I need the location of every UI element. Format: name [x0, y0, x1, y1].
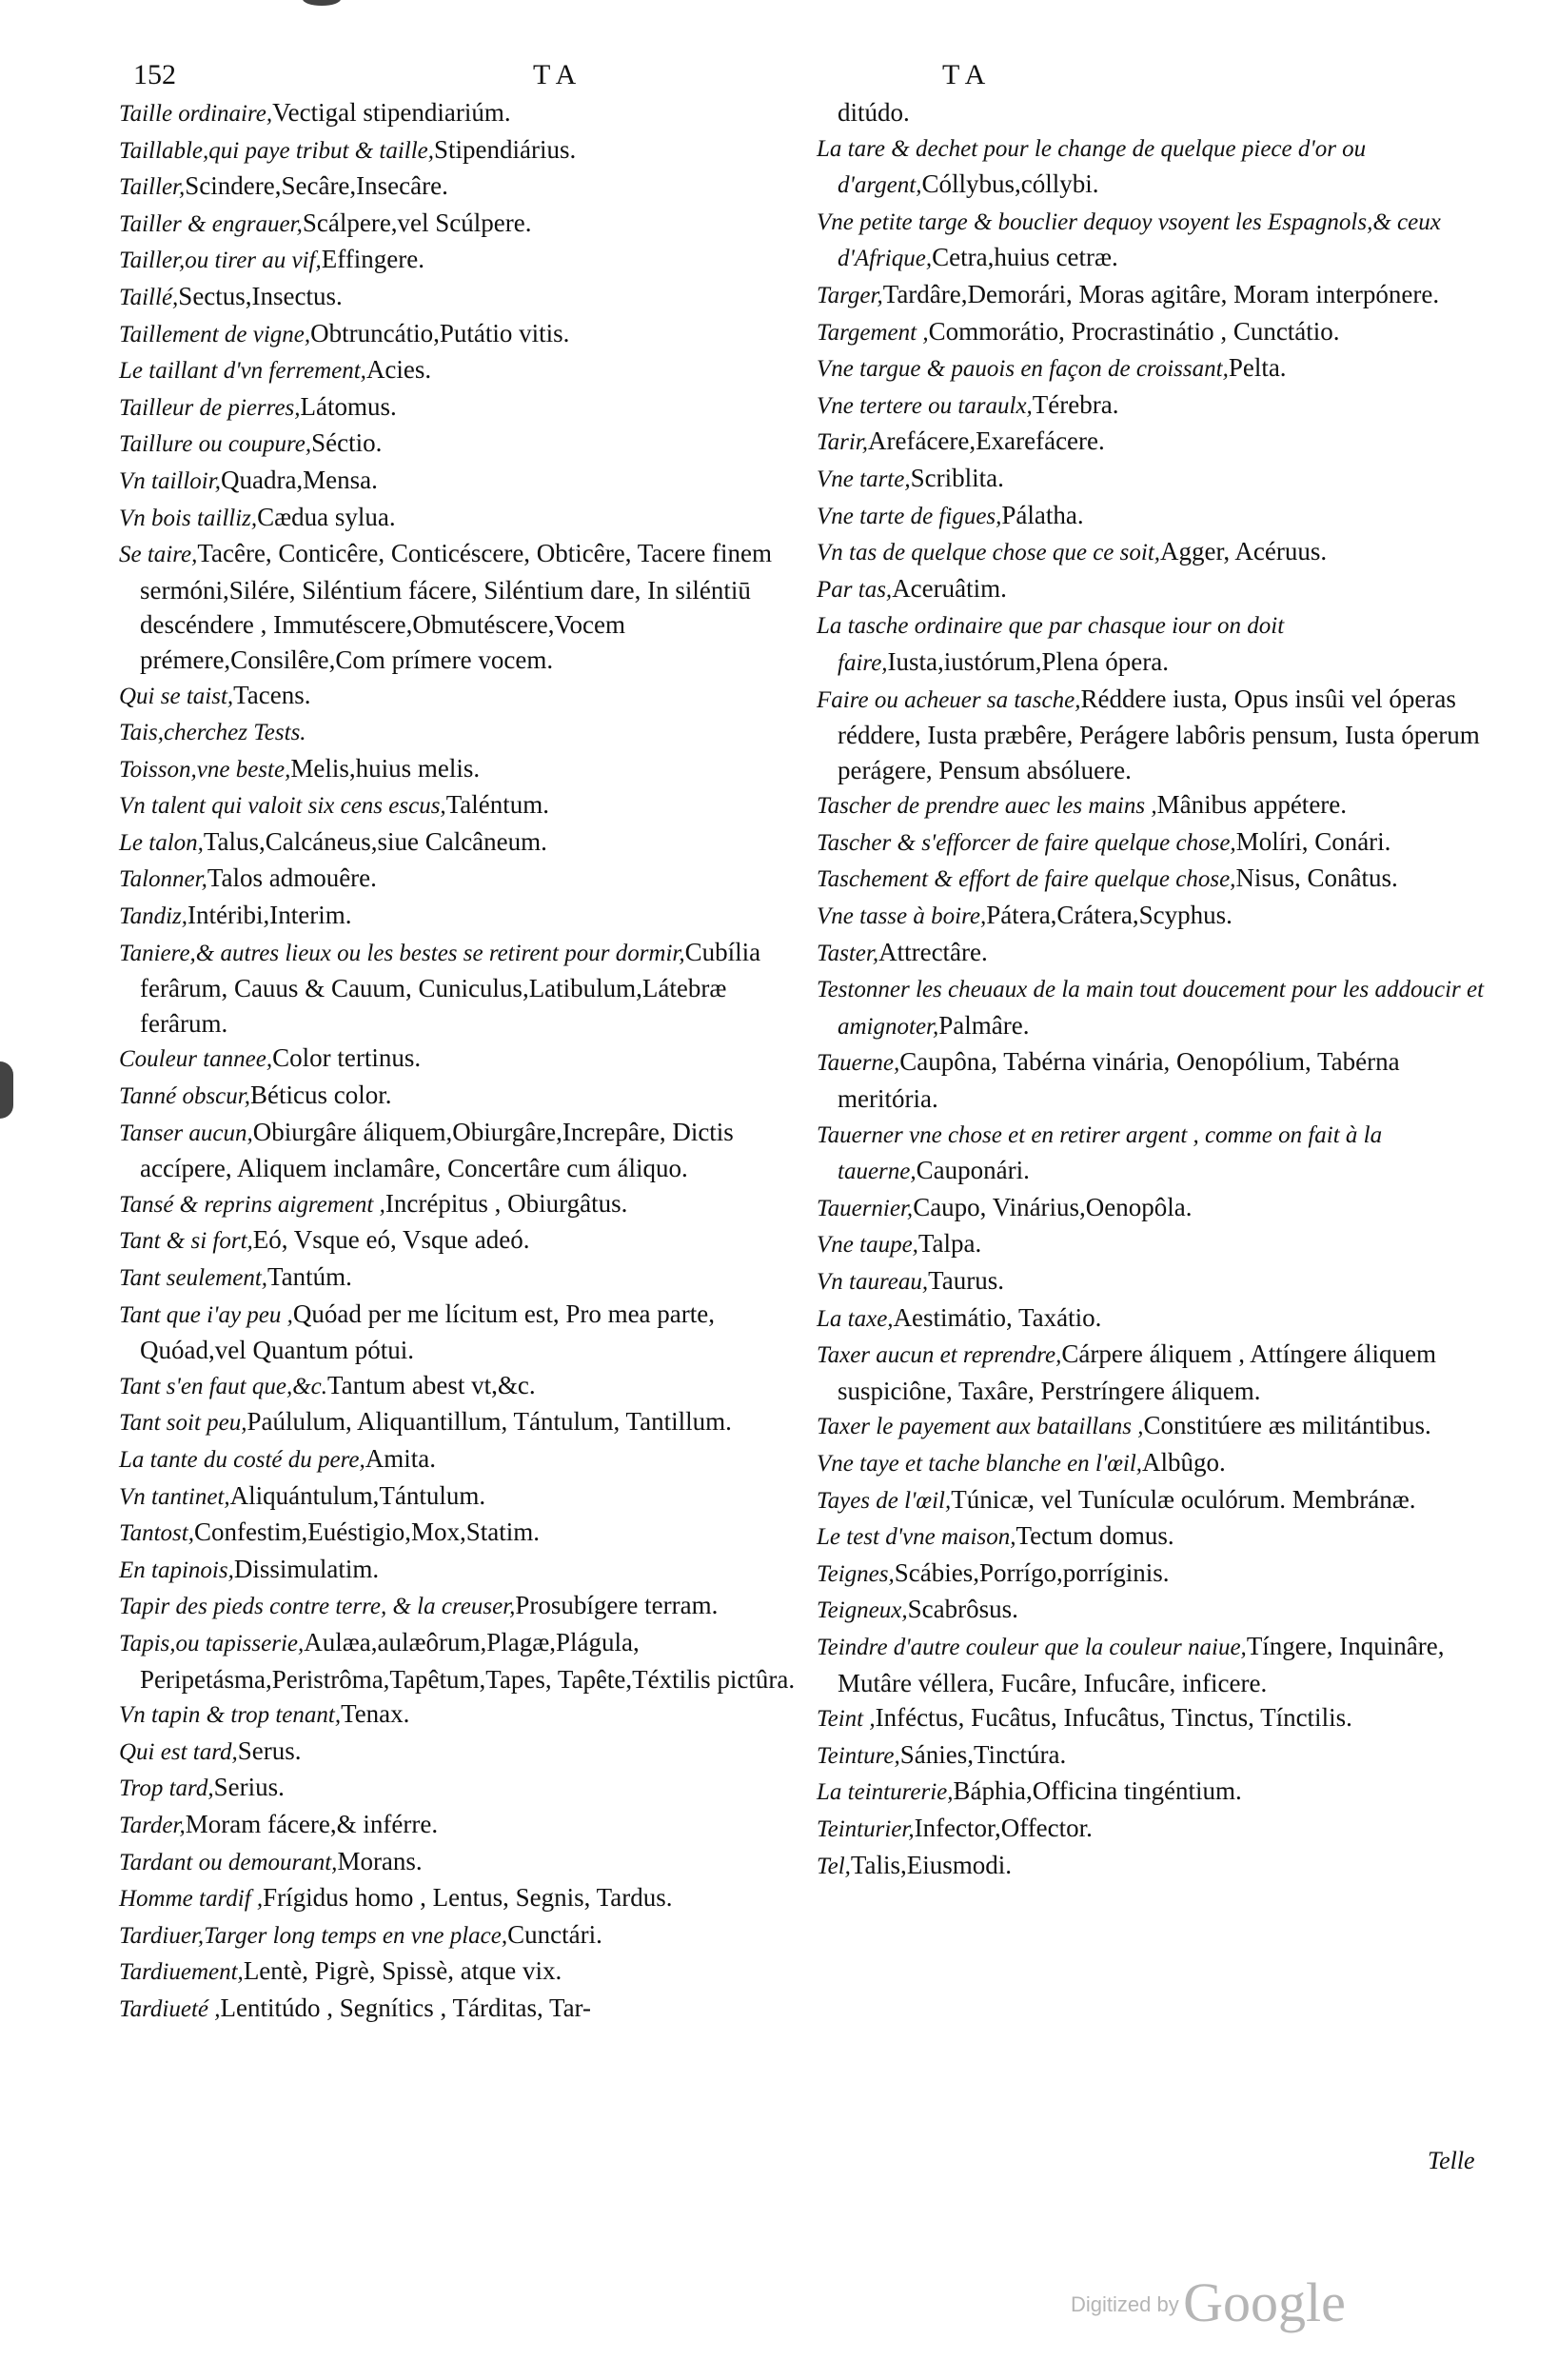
entry-translation: Cetra,huius cetræ. — [932, 243, 1118, 272]
entry-translation: Scriblita. — [910, 463, 1004, 492]
dictionary-entry — [119, 1259, 814, 1297]
dictionary-entry — [119, 1696, 814, 1734]
entry-headword: Vne tertere ou taraulx, — [817, 392, 1033, 419]
entry-translation: Incrépitus , Obiurgâtus. — [385, 1188, 628, 1218]
entry-translation: Morans. — [337, 1846, 423, 1875]
dictionary-entry — [119, 861, 814, 898]
dictionary-entry — [817, 861, 1492, 898]
entry-headword: En tapinois, — [119, 1557, 234, 1583]
entry-translation: Pálatha. — [1001, 500, 1084, 529]
dictionary-entry — [817, 204, 1492, 277]
entry-translation: Tíngere, Inquinâre, Mutâre véllera, Fucâre, Infucâre, inficere. — [838, 1631, 1445, 1697]
entry-translation: Amita. — [365, 1443, 437, 1473]
dictionary-entry — [119, 1807, 814, 1844]
dictionary-entry — [119, 1115, 814, 1186]
entry-headword: Faire ou acheuer sa tasche, — [817, 686, 1081, 713]
entry-headword: Vn talent qui valoit six cens escus, — [119, 793, 446, 820]
dictionary-entry — [817, 1117, 1492, 1190]
entry-headword: Tanné obscur, — [119, 1083, 250, 1110]
entry-headword: Taxer le payement aux bataillans , — [817, 1414, 1144, 1440]
dictionary-entry — [817, 387, 1492, 425]
entry-translation: Talus,Calcáneus,siue Calcâneum. — [203, 826, 547, 856]
entry-headword: Vn tailloir, — [119, 467, 221, 494]
entry-translation: Serus. — [237, 1735, 302, 1765]
entry-headword: Tapis,ou tapisserie, — [119, 1630, 305, 1656]
entry-headword: Vne targue & pauois en façon de croissant, — [817, 356, 1229, 383]
entry-headword: Toisson,vne beste, — [119, 756, 291, 783]
entry-headword: Teignes, — [817, 1560, 895, 1587]
entry-headword: Teinture, — [817, 1742, 900, 1769]
header-left-letters: T A — [533, 59, 577, 90]
dictionary-entry — [817, 534, 1492, 571]
dictionary-entry — [119, 316, 814, 353]
entry-translation: Scabrôsus. — [907, 1595, 1018, 1624]
entry-headword: Tantost, — [119, 1520, 194, 1547]
dictionary-entry — [119, 1588, 814, 1625]
entry-translation: Tenax. — [341, 1699, 410, 1729]
dictionary-entry — [817, 1774, 1492, 1811]
dictionary-entry — [119, 1297, 814, 1368]
dictionary-entry — [817, 1445, 1492, 1482]
entry-headword: Vn tas de quelque chose que ce soit, — [817, 540, 1161, 566]
entry-translation: Talos admouêre. — [207, 863, 377, 893]
entry-translation: Cárpere áliquem , Attíngere áliquem suspiciône, Taxâre, Perstríngere áliquem. — [838, 1339, 1436, 1405]
entry-headword: Homme tardif , — [119, 1886, 264, 1913]
entry-headword: Par tas, — [817, 576, 893, 603]
entry-headword: Tel, — [817, 1853, 851, 1879]
dictionary-entry — [119, 824, 814, 862]
catchword: Telle — [1428, 2147, 1475, 2174]
entry-translation: Effingere. — [321, 245, 424, 274]
dictionary-entry — [817, 571, 1492, 608]
dictionary-entry — [119, 1186, 814, 1223]
entry-translation: Lentè, Pigrè, Spissè, atque vix. — [243, 1956, 562, 1986]
entry-translation: Scábies,Porrígo,porríginis. — [894, 1557, 1170, 1587]
dictionary-entry — [119, 500, 814, 537]
entry-translation: Lentitúdo , Segnítics , Tárditas, Tar- — [220, 1993, 591, 2022]
dictionary-entry — [119, 169, 814, 206]
dictionary-entry — [817, 498, 1492, 535]
dictionary-entry — [119, 1078, 814, 1115]
entry-headword: Tauernier, — [817, 1195, 914, 1221]
dictionary-entry — [119, 898, 814, 935]
dictionary-entry — [817, 424, 1492, 461]
entry-translation: Tacens. — [233, 680, 311, 709]
entry-headword: Tascher de prendre auec les mains , — [817, 793, 1157, 820]
entry-translation: Serius. — [213, 1773, 285, 1802]
dictionary-entry — [817, 607, 1492, 681]
entry-translation: Infector,Offector. — [914, 1813, 1093, 1842]
entry-translation: Taléntum. — [445, 790, 550, 820]
dictionary-entry — [817, 1408, 1492, 1445]
dictionary-entry — [817, 1629, 1492, 1700]
entry-translation: Sectus,Insectus. — [178, 281, 343, 310]
entry-translation: Báphia,Officina tingéntium. — [953, 1776, 1242, 1806]
entry-headword: Tanser aucun, — [119, 1120, 253, 1146]
entry-translation: Cauponári. — [916, 1156, 1030, 1185]
entry-translation: Pátera,Crátera,Scyphus. — [986, 901, 1233, 930]
entry-headword: Tant seulement, — [119, 1265, 268, 1291]
entry-headword: Tarder, — [119, 1812, 186, 1838]
entry-headword: Tant s'en faut que,&c. — [119, 1373, 328, 1399]
dictionary-entry — [119, 132, 814, 169]
dictionary-entry — [817, 1811, 1492, 1848]
dictionary-entry — [119, 242, 814, 279]
entry-translation: Melis,huius melis. — [290, 753, 481, 783]
entry-headword: Vne tasse à boire, — [817, 903, 987, 930]
entry-headword: Le test d'vne maison, — [817, 1524, 1016, 1551]
entry-headword: Taxer aucun et reprendre, — [817, 1342, 1062, 1369]
entry-headword: Taster, — [817, 940, 879, 966]
dictionary-entry — [119, 1552, 814, 1589]
entry-headword: Tant que i'ay peu , — [119, 1301, 293, 1328]
entry-headword: Tauerner vne chose et en retirer argent , comme on fait à la tauerne, — [817, 1121, 1383, 1185]
dictionary-entry — [817, 1518, 1492, 1556]
entry-translation: Stipendiárius. — [434, 134, 577, 164]
entry-headword: Tauerne, — [817, 1050, 900, 1077]
dictionary-entry — [119, 95, 814, 132]
entry-headword: Qui se taist, — [119, 683, 234, 709]
entry-translation: Palmâre. — [938, 1010, 1030, 1040]
entry-headword: Tayes de l'œil, — [817, 1487, 952, 1514]
entry-headword: Taschement & effort de faire quelque chose, — [817, 866, 1236, 893]
entry-headword: Tarir, — [817, 429, 868, 456]
dictionary-entry — [817, 682, 1492, 788]
dictionary-entry — [817, 130, 1492, 204]
entry-headword: Tant & si fort, — [119, 1228, 253, 1255]
entry-headword: Teint , — [817, 1706, 876, 1733]
entry-headword: Vn tapin & trop tenant, — [119, 1702, 342, 1729]
dictionary-entry — [817, 1263, 1492, 1300]
entry-headword: La teinturerie, — [817, 1779, 954, 1806]
entry-translation: Commorátio, Procrastinátio , Cunctátio. — [928, 316, 1340, 346]
entry-translation: Cubília ferârum, Cauus & Cauum, Cuniculus,Latibulum,Látebræ ferârum. — [140, 937, 761, 1038]
entry-headword: Tailler, — [119, 174, 186, 201]
dictionary-entry — [817, 314, 1492, 351]
entry-translation: Sánies,Tinctúra. — [899, 1739, 1067, 1769]
entry-translation: ditúdo. — [838, 98, 910, 127]
dictionary-entry — [119, 1515, 814, 1552]
entry-translation: Obiurgâre áliquem,Obiurgâre,Increpâre, Dictis accípere, Aliquem inclamâre, Concertâre cum áliquo. — [140, 1117, 734, 1183]
entry-headword: Teigneux, — [817, 1597, 908, 1624]
entry-headword: Tascher & s'efforcer de faire quelque chose, — [817, 829, 1236, 856]
entry-headword: La tante du costé du pere, — [119, 1446, 365, 1473]
dictionary-entry — [119, 1404, 814, 1441]
dictionary-entry — [119, 536, 814, 677]
entry-translation: Caupôna, Tabérna vinária, Oenopólium, Tabérna meritória. — [838, 1047, 1400, 1114]
entry-headword: Couleur tannee, — [119, 1046, 273, 1073]
dictionary-entry — [817, 1190, 1492, 1227]
dictionary-entry — [119, 1734, 814, 1771]
entry-translation: Constitúere æs militántibus. — [1143, 1411, 1431, 1440]
dictionary-entry — [119, 279, 814, 316]
entry-translation: Obtruncátio,Putátio vitis. — [310, 318, 570, 347]
entry-translation: Scindere,Secâre,Insecâre. — [185, 171, 448, 201]
entry-translation: Tantum abest vt,&c. — [327, 1370, 536, 1399]
dictionary-entry — [817, 1300, 1492, 1338]
entry-headword: Taillé, — [119, 284, 179, 310]
entry-translation: Paúlulum, Aliquantillum, Tántulum, Tantillum. — [247, 1407, 732, 1437]
google-logo: Google — [1183, 2271, 1346, 2333]
dictionary-entry — [119, 1991, 814, 2028]
entry-headword: Le talon, — [119, 829, 204, 856]
dictionary-entry — [817, 1556, 1492, 1593]
page-number: 152 — [133, 59, 176, 90]
entry-headword: Tansé & reprins aigrement , — [119, 1191, 385, 1218]
dictionary-entry — [817, 824, 1492, 862]
dictionary-entry — [119, 1625, 814, 1696]
dictionary-entry — [817, 1226, 1492, 1263]
dictionary-entry — [119, 1880, 814, 1917]
entry-headword: Qui est tard, — [119, 1738, 238, 1765]
entry-headword: Se taire, — [119, 542, 198, 568]
entry-headword: Tapir des pieds contre terre, & la creuser, — [119, 1594, 516, 1620]
dictionary-entry — [119, 206, 814, 243]
dictionary-entry — [817, 277, 1492, 314]
entry-headword: Talonner, — [119, 866, 207, 893]
entry-translation: Moram fácere,& inférre. — [185, 1809, 439, 1838]
google-watermark — [1071, 2271, 1346, 2334]
entry-headword: Teinturier, — [817, 1815, 915, 1842]
entry-headword: Testonner les cheuaux de la main tout doucement pour les addoucir et amignoter, — [817, 977, 1485, 1040]
dictionary-entry — [119, 1917, 814, 1954]
entry-translation: Talpa. — [917, 1229, 982, 1259]
dictionary-entry — [119, 751, 814, 788]
entry-headword: Teindre d'autre couleur que la couleur naiue, — [817, 1634, 1247, 1660]
entry-headword: Vn tantinet, — [119, 1483, 230, 1510]
header-right-letters: T A — [942, 59, 986, 90]
entry-headword: La taxe, — [817, 1305, 894, 1332]
entry-translation: Tantúm. — [267, 1262, 352, 1291]
entry-translation: Caupo, Vinárius,Oenopôla. — [913, 1192, 1193, 1221]
entry-translation: Béticus color. — [250, 1081, 392, 1110]
entry-headword: Vne petite targe & bouclier dequoy vsoyent les Espagnols,& ceux d'Afrique, — [817, 208, 1441, 272]
entry-headword: Tandiz, — [119, 903, 188, 930]
dictionary-entry — [817, 898, 1492, 935]
entry-headword: Taillure ou coupure, — [119, 431, 312, 458]
entry-translation: Quadra,Mensa. — [220, 465, 378, 494]
entry-translation: Agger, Acéruus. — [1160, 537, 1328, 566]
dictionary-entry — [119, 678, 814, 715]
entry-translation: Molíri, Conári. — [1235, 826, 1391, 856]
dictionary-entry — [119, 714, 814, 751]
dictionary-entry — [119, 1770, 814, 1807]
dictionary-entry — [119, 1954, 814, 1991]
dictionary-entry — [119, 1041, 814, 1078]
left-column — [119, 95, 814, 2027]
entry-translation: Dissimulatim. — [233, 1554, 380, 1583]
dictionary-entry — [817, 95, 1492, 130]
entry-headword: Vne tarte, — [817, 466, 911, 492]
entry-translation: Tacêre, Conticêre, Conticéscere, Obticêre, Tacere finem sermóni,Silére, Siléntium fácere, Siléntium dare, In siléntiū descéndere , Immutéscere,Obmutéscere,Vocem prémere,Consilêre,Com prímere vocem. — [140, 539, 773, 674]
dictionary-entry — [119, 1222, 814, 1259]
entry-translation: Scálpere,vel Scúlpere. — [302, 208, 532, 237]
dictionary-entry — [817, 1482, 1492, 1519]
entry-headword: Targer, — [817, 282, 883, 308]
entry-translation: Taurus. — [928, 1266, 1004, 1295]
entry-translation: Vectigal stipendiariúm. — [272, 98, 511, 127]
dictionary-entry — [817, 1044, 1492, 1116]
entry-headword: Tardant ou demourant, — [119, 1849, 338, 1875]
dictionary-entry — [817, 935, 1492, 972]
entry-translation: Acies. — [365, 355, 432, 385]
entry-headword: Vne taye et tache blanche en l'œil, — [817, 1450, 1143, 1477]
entry-translation: Mânibus appétere. — [1156, 790, 1348, 820]
entry-headword: Vne taupe, — [817, 1232, 918, 1259]
entry-translation: Aestimátio, Taxátio. — [893, 1302, 1102, 1332]
entry-headword: Taille ordinaire, — [119, 101, 273, 127]
entry-translation: Confestim,Euéstigio,Mox,Statim. — [193, 1517, 540, 1547]
dictionary-entry — [817, 971, 1492, 1044]
dictionary-entry — [817, 1592, 1492, 1629]
entry-headword: La tare & dechet pour le change de quelque piece d'or ou d'argent, — [817, 135, 1367, 199]
dictionary-entry — [119, 352, 814, 389]
running-header — [133, 59, 1485, 97]
entry-headword: Le taillant d'vn ferrement, — [119, 358, 366, 385]
entry-translation: Túnicæ, vel Tunículæ oculórum. Membránæ. — [951, 1484, 1416, 1514]
entry-translation: Inféctus, Fucâtus, Infucâtus, Tinctus, Tínctilis. — [875, 1703, 1352, 1733]
entry-headword: Tailler,ou tirer au vif, — [119, 248, 322, 274]
entry-translation: Séctio. — [311, 428, 383, 458]
entry-translation: Cædua sylua. — [257, 502, 396, 531]
entry-translation: Frígidus homo , Lentus, Segnis, Tardus. — [263, 1883, 673, 1913]
entry-translation: Réddere iusta, Opus insûi vel óperas réddere, Iusta præbêre, Perágere labôris pensum, Iusta óperum perágere, Pensum absóluere. — [838, 684, 1480, 784]
entry-translation: Nisus, Conâtus. — [1235, 863, 1398, 893]
entry-headword: Tant soit peu, — [119, 1410, 247, 1437]
dictionary-entry — [119, 1368, 814, 1405]
entry-translation: Aliquántulum,Tántulum. — [229, 1480, 486, 1510]
dictionary-entry — [817, 787, 1492, 824]
entry-headword: Tardiuement, — [119, 1959, 244, 1986]
entry-translation: Attrectâre. — [878, 937, 988, 966]
dictionary-entry — [119, 1478, 814, 1516]
entry-translation: Quóad per me lícitum est, Pro mea parte, Quóad,vel Quantum pótui. — [140, 1299, 716, 1365]
dictionary-entry — [119, 935, 814, 1041]
ink-blot — [0, 1061, 13, 1119]
entry-translation: Pelta. — [1228, 353, 1287, 383]
entry-headword: Vn bois tailliz, — [119, 505, 258, 531]
entry-translation: Látomus. — [300, 391, 397, 421]
entry-translation: Aulæa,aulæôrum,Plagæ,Plágula, Peripetásma,Peristrôma,Tapêtum,Tapes, Tapête,Téxtilis pictûra. — [140, 1627, 796, 1694]
entry-headword: Tailler & engrauer, — [119, 210, 303, 237]
entry-headword: Tailleur de pierres, — [119, 394, 301, 421]
entry-translation: Talis,Eiusmodi. — [850, 1850, 1013, 1879]
ink-blot — [303, 0, 341, 6]
entry-headword: Tardiueté , — [119, 1995, 221, 2022]
entry-translation: Térebra. — [1032, 389, 1119, 419]
watermark-prefix: Digitized by — [1071, 2292, 1179, 2316]
entry-translation: Albûgo. — [1142, 1447, 1226, 1477]
dictionary-entry — [817, 350, 1492, 387]
entry-headword: Taillable,qui paye tribut & taille, — [119, 137, 435, 164]
dictionary-entry — [817, 461, 1492, 498]
right-column — [817, 95, 1492, 1884]
dictionary-entry — [817, 1700, 1492, 1737]
dictionary-entry — [817, 1737, 1492, 1775]
entry-headword: Vn taureau, — [817, 1269, 929, 1295]
entry-headword: Taniere,& autres lieux ou les bestes se retirent pour dormir, — [119, 940, 685, 966]
dictionary-entry — [817, 1337, 1492, 1408]
entry-headword: Tais,cherchez Tests. — [119, 720, 306, 746]
dictionary-entry — [119, 787, 814, 824]
dictionary-entry — [119, 1844, 814, 1881]
entry-headword: Trop tard, — [119, 1775, 214, 1802]
entry-translation: Tectum domus. — [1016, 1521, 1174, 1551]
entry-translation: Color tertinus. — [272, 1043, 422, 1073]
entry-translation: Iusta,iustórum,Plena ópera. — [887, 646, 1169, 676]
entry-translation: Aceruâtim. — [892, 573, 1007, 603]
entry-translation: Cóllybus,cóllybi. — [921, 169, 1099, 199]
entry-translation: Prosubígere terram. — [515, 1591, 719, 1620]
dictionary-entry — [119, 426, 814, 463]
dictionary-entry — [119, 1441, 814, 1478]
entry-headword: Tardiuer,Targer long temps en vne place, — [119, 1922, 508, 1949]
entry-headword: Targement , — [817, 319, 929, 346]
entry-translation: Eó, Vsque eó, Vsque adeó. — [252, 1225, 530, 1255]
dictionary-entry — [119, 463, 814, 500]
entry-translation: Arefácere,Exarefácere. — [868, 426, 1105, 456]
dictionary-entry — [119, 389, 814, 426]
entry-translation: Intéribi,Interim. — [187, 901, 352, 930]
entry-translation: Tardâre,Demorári, Moras agitâre, Moram interpónere. — [882, 279, 1440, 308]
dictionary-entry — [817, 1848, 1492, 1885]
entry-translation: Cunctári. — [507, 1919, 602, 1949]
entry-headword: Taillement de vigne, — [119, 321, 311, 347]
entry-headword: La tasche ordinaire que par chasque iour on doit faire, — [817, 613, 1285, 676]
entry-headword: Vne tarte de figues, — [817, 503, 1002, 529]
